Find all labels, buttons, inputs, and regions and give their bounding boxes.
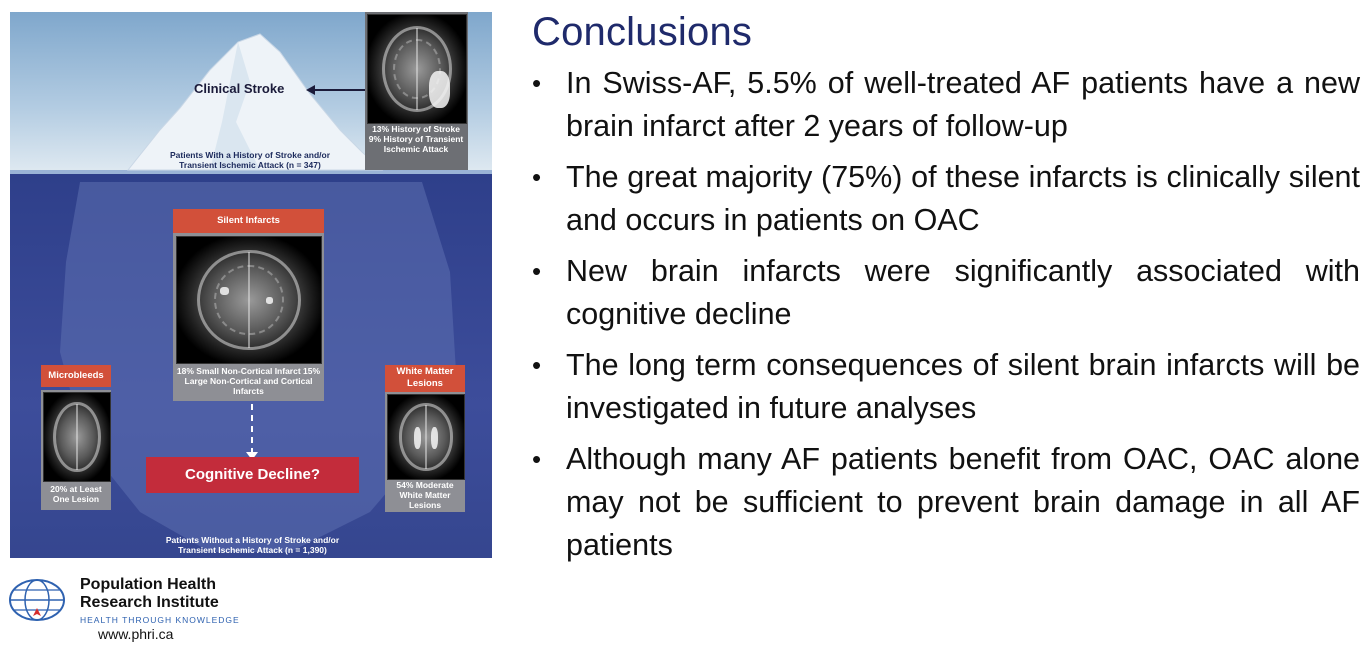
list-item [530,156,1360,242]
white-matter-header: White Matter Lesions [385,365,465,392]
bullet-text: New brain infarcts were significantly associated with cognitive decline [566,254,1360,331]
brain-scan-image [367,14,467,124]
bullet-icon: • [532,68,542,98]
logo-title-line1: Population Health [80,576,216,593]
clinical-stroke-label: Clinical Stroke [194,81,285,96]
silent-infarcts-caption: 18% Small Non-Cortical Infarct 15% Large Non-Cortical and Cortical Infarcts [173,366,324,396]
website-url[interactable]: www.phri.ca [98,626,174,642]
bullet-icon: • [532,162,542,192]
silent-infarcts-panel [173,233,324,401]
logo-tagline: HEALTH THROUGH KNOWLEDGE [80,615,240,625]
conclusion-list [530,62,1360,575]
bullet-icon: • [532,444,542,474]
bullet-text: The great majority (75%) of these infarcts is clinically silent and occurs in patients on OAC [566,160,1360,237]
silent-infarcts-header: Silent Infarcts [173,209,324,233]
below-water-caption: Patients Without a History of Stroke and/or Transient Ischemic Attack (n = 1,390) [165,535,340,555]
list-item [530,250,1360,336]
bullet-text: Although many AF patients benefit from OAC, OAC alone may not be sufficient to prevent brain damage in all AF patients [566,442,1360,562]
cognitive-decline-box: Cognitive Decline? [146,457,359,493]
bullet-icon: • [532,350,542,380]
brain-scan-image [176,236,322,364]
globe-logo-icon [8,578,66,624]
top-scan-panel [365,12,468,170]
list-item [530,62,1360,148]
microbleeds-panel [41,390,111,510]
bullet-text: The long term consequences of silent brain infarcts will be investigated in future analyses [566,348,1360,425]
white-matter-caption: 54% Moderate White Matter Lesions [385,480,465,510]
microbleeds-header: Microbleeds [41,365,111,387]
logo-title-line2: Research Institute [80,594,219,611]
bullet-icon: • [532,256,542,286]
bullet-text: In Swiss-AF, 5.5% of well-treated AF patients have a new brain infarct after 2 years of follow-up [566,66,1360,143]
top-scan-caption: 13% History of Stroke 9% History of Transient Ischemic Attack [368,124,464,154]
iceberg-figure [10,12,492,558]
list-item [530,438,1360,567]
white-matter-panel [385,392,465,512]
microbleeds-caption: 20% at Least One Lesion [41,484,111,504]
slide-title: Conclusions [532,10,753,54]
brain-scan-image [387,394,465,480]
arrow-line [314,89,370,91]
above-water-caption: Patients With a History of Stroke and/or Transient Ischemic Attack (n = 347) [169,150,331,170]
dashed-arrow [251,404,253,454]
list-item [530,344,1360,430]
brain-scan-image [43,392,111,482]
